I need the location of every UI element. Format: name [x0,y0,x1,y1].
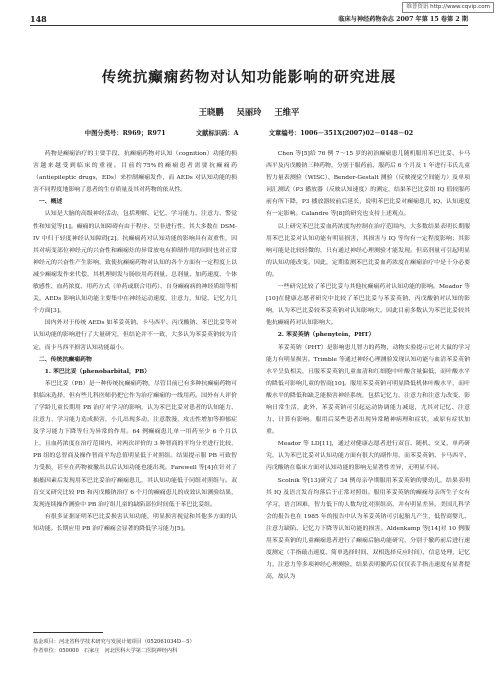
author-name: 王维平 [274,107,300,117]
author-name: 王晓鹏 [198,107,224,117]
body-paragraph: 认知是大脑的高级神经活动，包括理解、记忆、学习能力、注意力、警觉性和知觉等[1]。癫痫的认知障碍有由于程序、呈非进行性，其大多数在 DSM-IV 中归于轻度神经认知障碍[2]。抗癫痫药对认知功能的影响具有双重性，因其对病变部位神经元的兴奋性和癫痫灶的异常放电有抑制作用的同时也对正常神经元的兴奋性产生影响，致使抗癫痫药物对认知的各个方面有一定程度上以减少癫痫发作来代偿，其机理则发与肠胶用药剂量、总剂量、加药速度、个体敏感性、血药浓度、用药方式（单药或联合用药）、自身癫痫病的神经质组等相关。AEDs 影响认知功能主要集中在神经运动速度，注意力，知觉，记忆力几个方面[3]。 [33,211,237,315]
right-column [266,148,470,583]
body-paragraph: 药物是癫痫治疗的主要手段，抗癫痫药物对认知（cognition）功能的损害越来越受到临床的重视。目前约75%的癫痫患者需要抗癫痫药（antiepileptic drugs，EDs）来控制癫痫发作，而 AEDs 对认知功能的损害不同程度地影响了患者的生存质量及其对药物的依从性。 [33,151,237,194]
header-rule [30,25,468,26]
running-head: 临床与神经药物杂志 2007 年第 15 卷第 2 期 [338,16,468,23]
body-paragraph: 有很多证据证明苯巴比妥损害认知功能，明显损害视觉和其他多方面的认知功能。长期应用 PB 治疗癫痫会显著的降低学习能力[5]。 [33,513,237,532]
section-heading: 2. 苯妥英钠（phenytein，PHT） [277,331,375,339]
paper-title: 传统抗癫痫药物对认知功能影响的研究进展 [101,69,397,86]
footnote [33,638,237,656]
body-paragraph: Scolnik 等[13]研究了 34 例母亲孕期服用苯妥英钠的婴幼儿，结果表明其 IQ 及语言发育均落后于正常对照组。服用苯妥英钠的癫痫母亲所生子女有学习、语言困难，智力低下的人数均比对照组高，并有明显差异。美国儿科学会的报告也在 1985 年的报告中认为苯妥英钠可引起胎儿产生，低智商婴儿、注意力缺陷、记忆力下降等认知功能的损害。Aldenkamp 等[14]对 10 例服用苯妥英钠的儿童癫痫患者进行了癫痫后脑功能研究，分别于撤药前后进行速度测定（手指敲击速度、简单选择时间、双相选择反应时间），信息处理，记忆力，注意力等多项神经心理测验，结果表明撤药后仅仅表手指击速度有显著提高，故认为 [266,477,470,581]
watermark-stamp: 维普资讯 http://www.cqvip.com [402,2,494,13]
author-list [0,106,498,118]
body-paragraph: Meador 等 LD[11]，通过对健康志愿者进行双盲、随机、交叉、单药研究，认为苯巴比妥对认知功能方面有很大的副作用，而苯妥英钠、卡马西平、丙戊酸钠在临床方面对认知功能的影响无显著性差异，无明显不同。 [266,441,470,472]
affiliation-note: 作者单位：050000 石家庄 河北医科大学第二医院神经内科 [33,648,178,654]
body-paragraph: 以上研究苯巴比妥血药浓度均控制在治疗范围内，大多数结果表明长期服用苯巴比妥对认知功能有明显损害，其损害与 IQ 等均有一定程度影响；其影响可能是比较轻微的，只有通过神经心理测验才能发现。但高剂量可引起明显的认知功能改变。因此，定期监测苯巴比妥血药浓度在癫痫治疗中是十分必要的。 [266,223,470,278]
left-column [33,148,237,535]
section-heading: 二、传统抗癫痫药物 [38,355,92,363]
footnote-rule [33,632,103,633]
body-paragraph: 国内外对于传统 AEDs 如苯妥英钠、卡马西平、丙戊酸钠、苯巴比妥等对认知功能的影响进行了大量研究，但结论并不一致，大多认为苯妥英钠较为肯定，而卡马西平损害认知功能最小。 [33,320,237,351]
document-code: 文献标识码：A [195,130,239,137]
body-paragraph: 苯妥英钠（PHT）是影响患儿智力的药物，动物实验提示它对大鼠的学习能力有明显损害。Trimble 等通过神经心理测验发现认知功能与血清苯妥英钠水平呈负相关，且服苯妥英钠儿童血清和红细胞中叶酸含量偏低，而叶酸水平的降低可影响儿童的智商[10]。服用苯妥英钠可明显降低机体叶酸水平，而叶酸水平的降低和缺乏能损害神经系统，包括记忆力，注意力和注意力改变，影响日常生活，此外，苯妥英钠可引起运动协调能力减退，尤其对记忆、注意力、计算有影响。服用后某些患者出现异常精神病理和症状，或原有症状加重。 [266,344,470,436]
section-heading: 1. 苯巴比妥（phenobarbital，PB） [44,367,151,375]
page-number: 148 [30,14,47,24]
author-name: 吴丽玲 [236,107,262,117]
article-metadata [0,128,498,137]
article-number: 文章编号：1006－351X(2007)02－0148－02 [268,130,414,137]
body-paragraph: 苯巴比妥（PB）是一种传统抗癫痫药物，尽管目前已有多种抗癫痫药物可供临床选择，但有些儿科医师仍把它作为治疗癫痫的一线用药。国外有人评价了学龄儿童长期用 PB 治疗对学习的影响，认为苯巴比妥对患者的认知能力、注意力、学习能力造成损害，小儿出现多动，注意散漫，攻击性增加等抑郁症及学习能力下降等行为异常的作用。64 例癫痫患儿单一用药至少 6 个月以上，且血药浓度在治疗范围内，对两次评价的 3 种智商的平均分差进行比较，PB 组的总智商及操作智商平均总值明显低于对照组。结果提示服 PB 可致智力受损，甚至在药物被撤出以后认知功能也能出现。Farewell 等[4]在针对了抽搐因素后发现用苯巴比妥治疗癫痫患儿，其认知功能低于同组对照组与。双盲交叉研究比较 PB 和丙戊酸钠治疗 6 个月的癫痫患儿的成效认知测验结果，发现连续操作测验中 PB 治疗组儿童的缺陷部位时间低于苯巴比妥组。 [33,380,237,508]
funding-note: 基金项目：河北省科学技术研究与发展计划项目（052061034D－5） [33,639,195,645]
body-paragraph: Chen 等[5]给 76 例 7～15 岁的初治癫痫患儿随机服用苯巴比妥、卡马西平及丙戊酸钠三种药物，分别于服药前、服药后 6 个月及 1 年进行韦氏儿童智力量表测验（WISC）、Bender-Gestalt 测验（反映视觉空间能力）及单项词汇测试（P3 播放器（反映认知速度）的测定，结果苯巴比妥组 IQ 值较服药前有所下降，P3 播放器较前后延长，说明苯巴比妥对癫痫患儿 IQ、认知速度有一定影响。Calandre 等[8]的研究也支持上述观点。 [266,151,470,218]
clc-number: 中图分类号：R969；R971 [84,130,166,137]
body-paragraph: 一些研究比较了苯巴比妥与其他抗癫痫药对认知功能的影响。Meador 等[10]在健康志愿者研究中比较了苯巴比妥与苯妥英钠、丙戊酸钠对认知的影响，认为苯巴比妥较苯妥英钠对认知影响大。因此目前多数认为苯巴比妥较其他抗癫痫药对认知影响大。 [266,284,470,327]
section-heading: 一、概述 [38,198,63,206]
